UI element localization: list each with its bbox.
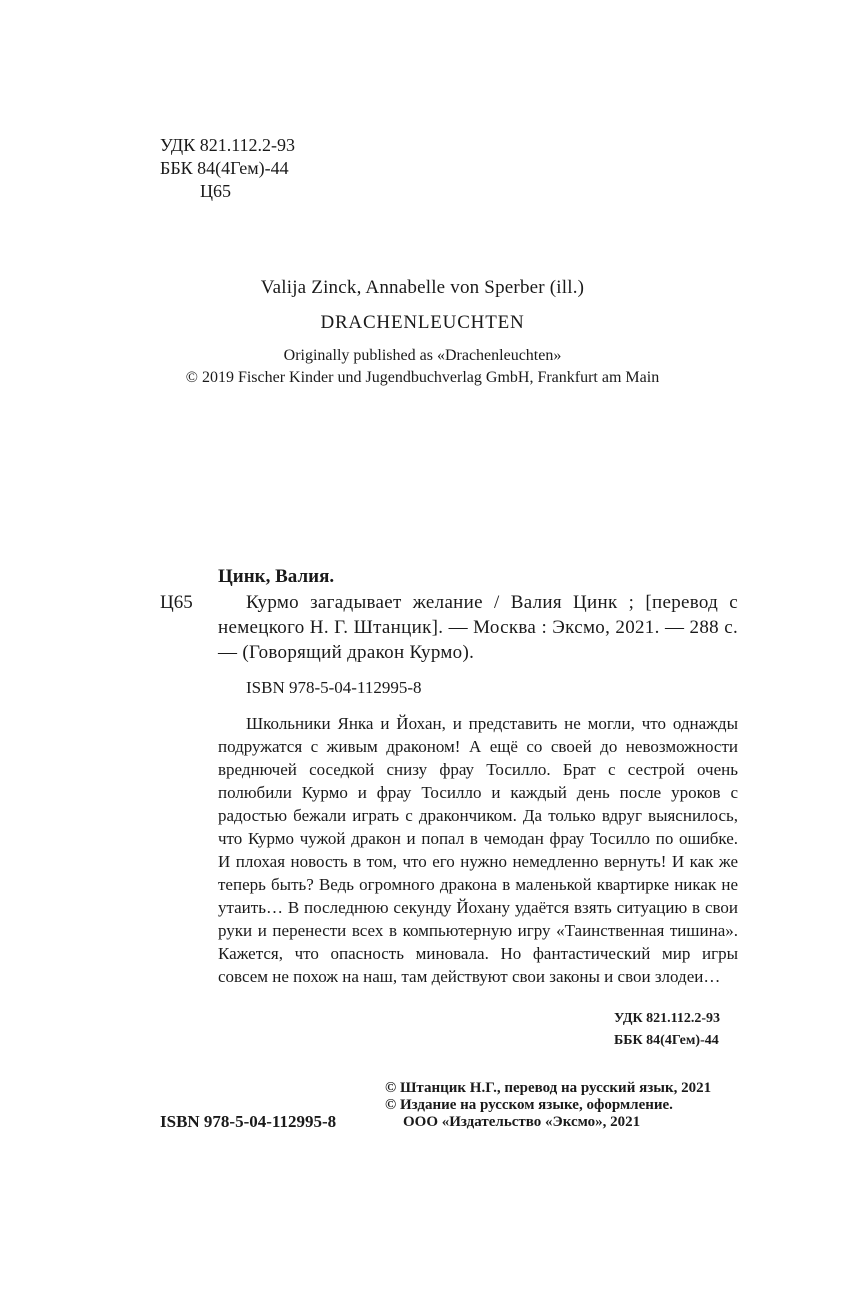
bibliographic-isbn: ISBN 978-5-04-112995-8 [246, 678, 422, 697]
udk-code-bold: УДК 821.112.2-93 [614, 1011, 721, 1026]
classification-codes-right [614, 1008, 720, 1052]
original-copyright: © 2019 Fischer Kinder und Jugendbuchverlag GmbH, Frankfurt am Main [185, 369, 660, 386]
original-rights [0, 345, 845, 389]
copyright-edition: © Издание на русском языке, оформление. [385, 1097, 673, 1113]
bbk-code-bold: ББК 84(4Гем)-44 [614, 1033, 719, 1048]
book-annotation: Школьники Янка и Йохан, и представить не могли, что однажды подружатся с живым драконом! А ещё со своей до невозможности вреднючей соседкой снизу фрау Тосилло. Брат с сестрой очень полюбили Курмо и фрау Тосилло и каждый день после уроков с радостью бежали играть с дракончиком. Да только вдруг выяснилось, что Курмо чужой дракон и попал в чемодан фрау Тосилло по ошибке. И плохая новость в том, что его нужно немедленно вернуть! И как же теперь быть? Ведь огромного дракона в маленькой квартирке никак не утаить… В последнюю секунду Йохану удаётся взять ситуацию в свои руки и перенести всех в компьютерную игру «Таинственная тишина». Кажется, что опасность миновала. Но фантастический мир игры совсем не похож на наш, там действуют свои законы и свои злодеи… [218, 714, 738, 986]
copyright-translation: © Штанцик Н.Г., перевод на русский язык, 2021 [385, 1080, 712, 1096]
copyright-publisher: ООО «Издательство «Эксмо», 2021 [403, 1114, 641, 1130]
bibliographic-author: Цинк, Валия. [218, 566, 335, 587]
bbk-code: ББК 84(4Гем)-44 [160, 158, 289, 178]
original-title: DRACHENLEUCHTEN [320, 312, 525, 333]
original-authors: Valija Zinck, Annabelle von Sperber (ill.) [260, 277, 585, 298]
top-classification-codes [160, 134, 295, 203]
udk-code: УДК 821.112.2-93 [160, 135, 296, 155]
original-published-note: Originally published as «Drachenleuchten» [283, 347, 562, 364]
author-code: Ц65 [200, 181, 231, 201]
bibliographic-description: Курмо загадывает желание / Валия Цинк ; [перевод с немецкого Н. Г. Штанцик]. — Москва : Эксмо, 2021. — 288 с. — (Говорящий дракон Курмо). [218, 592, 738, 663]
copyright-block [385, 1080, 711, 1131]
isbn-bottom: ISBN 978-5-04-112995-8 [160, 1112, 337, 1131]
bibliographic-code: Ц65 [160, 592, 193, 613]
